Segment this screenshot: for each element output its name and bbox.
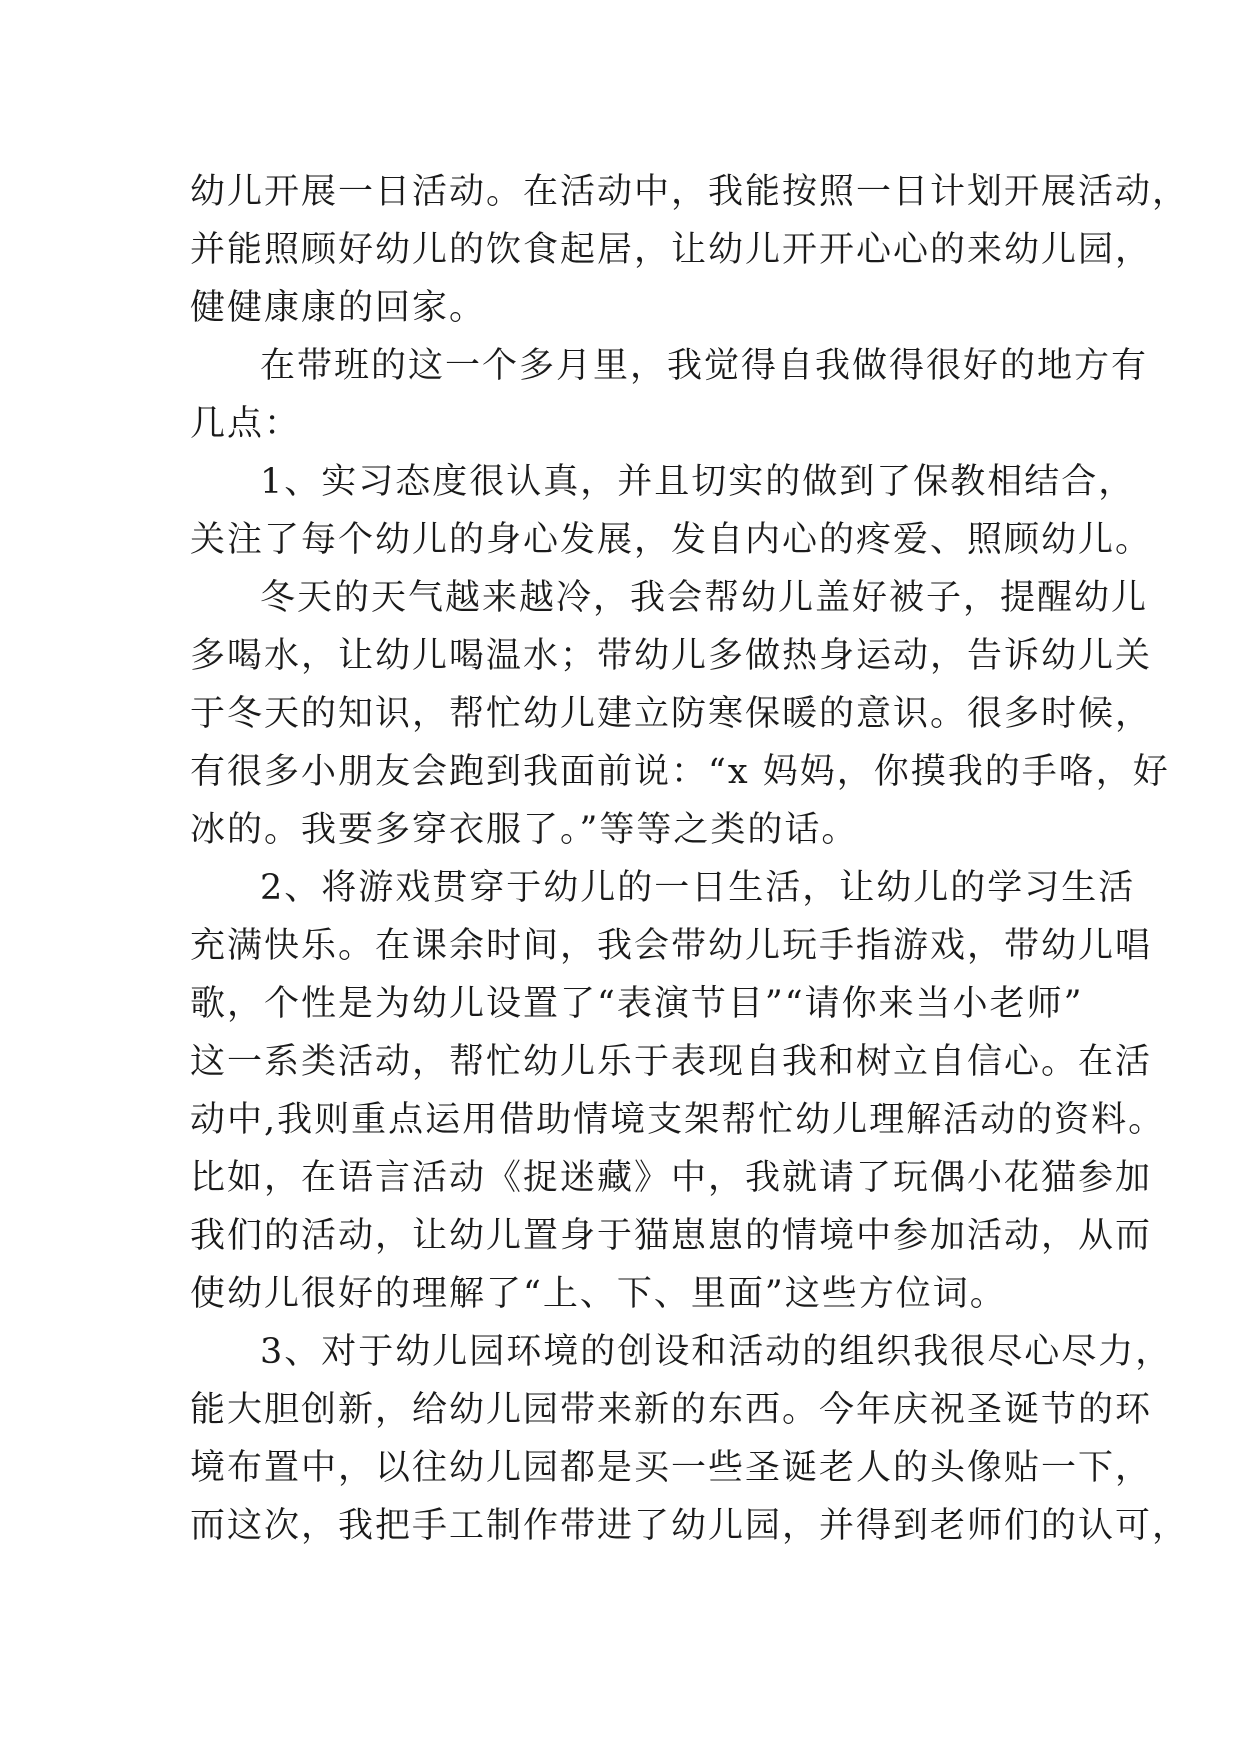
text-line: 能大胆创新，给幼儿园带来新的东西。今年庆祝圣诞节的环 [190,1390,1153,1430]
text-line: 健健康康的回家。 [190,288,487,328]
text-line: 而这次，我把手工制作带进了幼儿园，并得到老师们的认可， [190,1506,1190,1546]
text-line: 歌，个性是为幼儿设置了“表演节目”“请你来当小老师” [190,984,1084,1024]
text-line: 冬天的天气越来越冷，我会帮幼儿盖好被子，提醒幼儿 [260,578,1149,618]
text-line: 1、实习态度很认真，并且切实的做到了保教相结合， [260,462,1136,502]
body-text [190,163,1190,1555]
text-line: 使幼儿很好的理解了“上、下、里面”这些方位词。 [190,1274,1007,1314]
text-line: 这一系类活动，帮忙幼儿乐于表现自我和树立自信心。在活 [190,1042,1153,1082]
text-line: 我们的活动，让幼儿置身于猫崽崽的情境中参加活动，从而 [190,1216,1153,1256]
text-line: 比如，在语言活动《捉迷藏》中，我就请了玩偶小花猫参加 [190,1158,1153,1198]
text-line: 2、将游戏贯穿于幼儿的一日生活，让幼儿的学习生活 [260,868,1136,908]
text-line: 多喝水，让幼儿喝温水；带幼儿多做热身运动，告诉幼儿关 [190,636,1153,676]
text-line: 在带班的这一个多月里，我觉得自我做得很好的地方有 [260,346,1149,386]
text-line: 几点： [190,404,302,444]
text-line: 境布置中，以往幼儿园都是买一些圣诞老人的头像贴一下， [190,1448,1153,1488]
text-line: 并能照顾好幼儿的饮食起居，让幼儿开开心心的来幼儿园， [190,230,1153,270]
text-line: 冰的。我要多穿衣服了。”等等之类的话。 [190,810,859,850]
text-line: 动中,我则重点运用借助情境支架帮忙幼儿理解活动的资料。 [190,1100,1166,1140]
text-line: 充满快乐。在课余时间，我会带幼儿玩手指游戏，带幼儿唱 [190,926,1153,966]
text-line: 于冬天的知识，帮忙幼儿建立防寒保暖的意识。很多时候， [190,694,1153,734]
text-line: 3、对于幼儿园环境的创设和活动的组织我很尽心尽力， [260,1332,1173,1372]
text-line: 有很多小朋友会跑到我面前说：“x 妈妈，你摸我的手咯，好 [190,752,1170,792]
text-line: 幼儿开展一日活动。在活动中，我能按照一日计划开展活动， [190,172,1190,212]
text-line: 关注了每个幼儿的身心发展，发自内心的疼爱、照顾幼儿。 [190,520,1153,560]
